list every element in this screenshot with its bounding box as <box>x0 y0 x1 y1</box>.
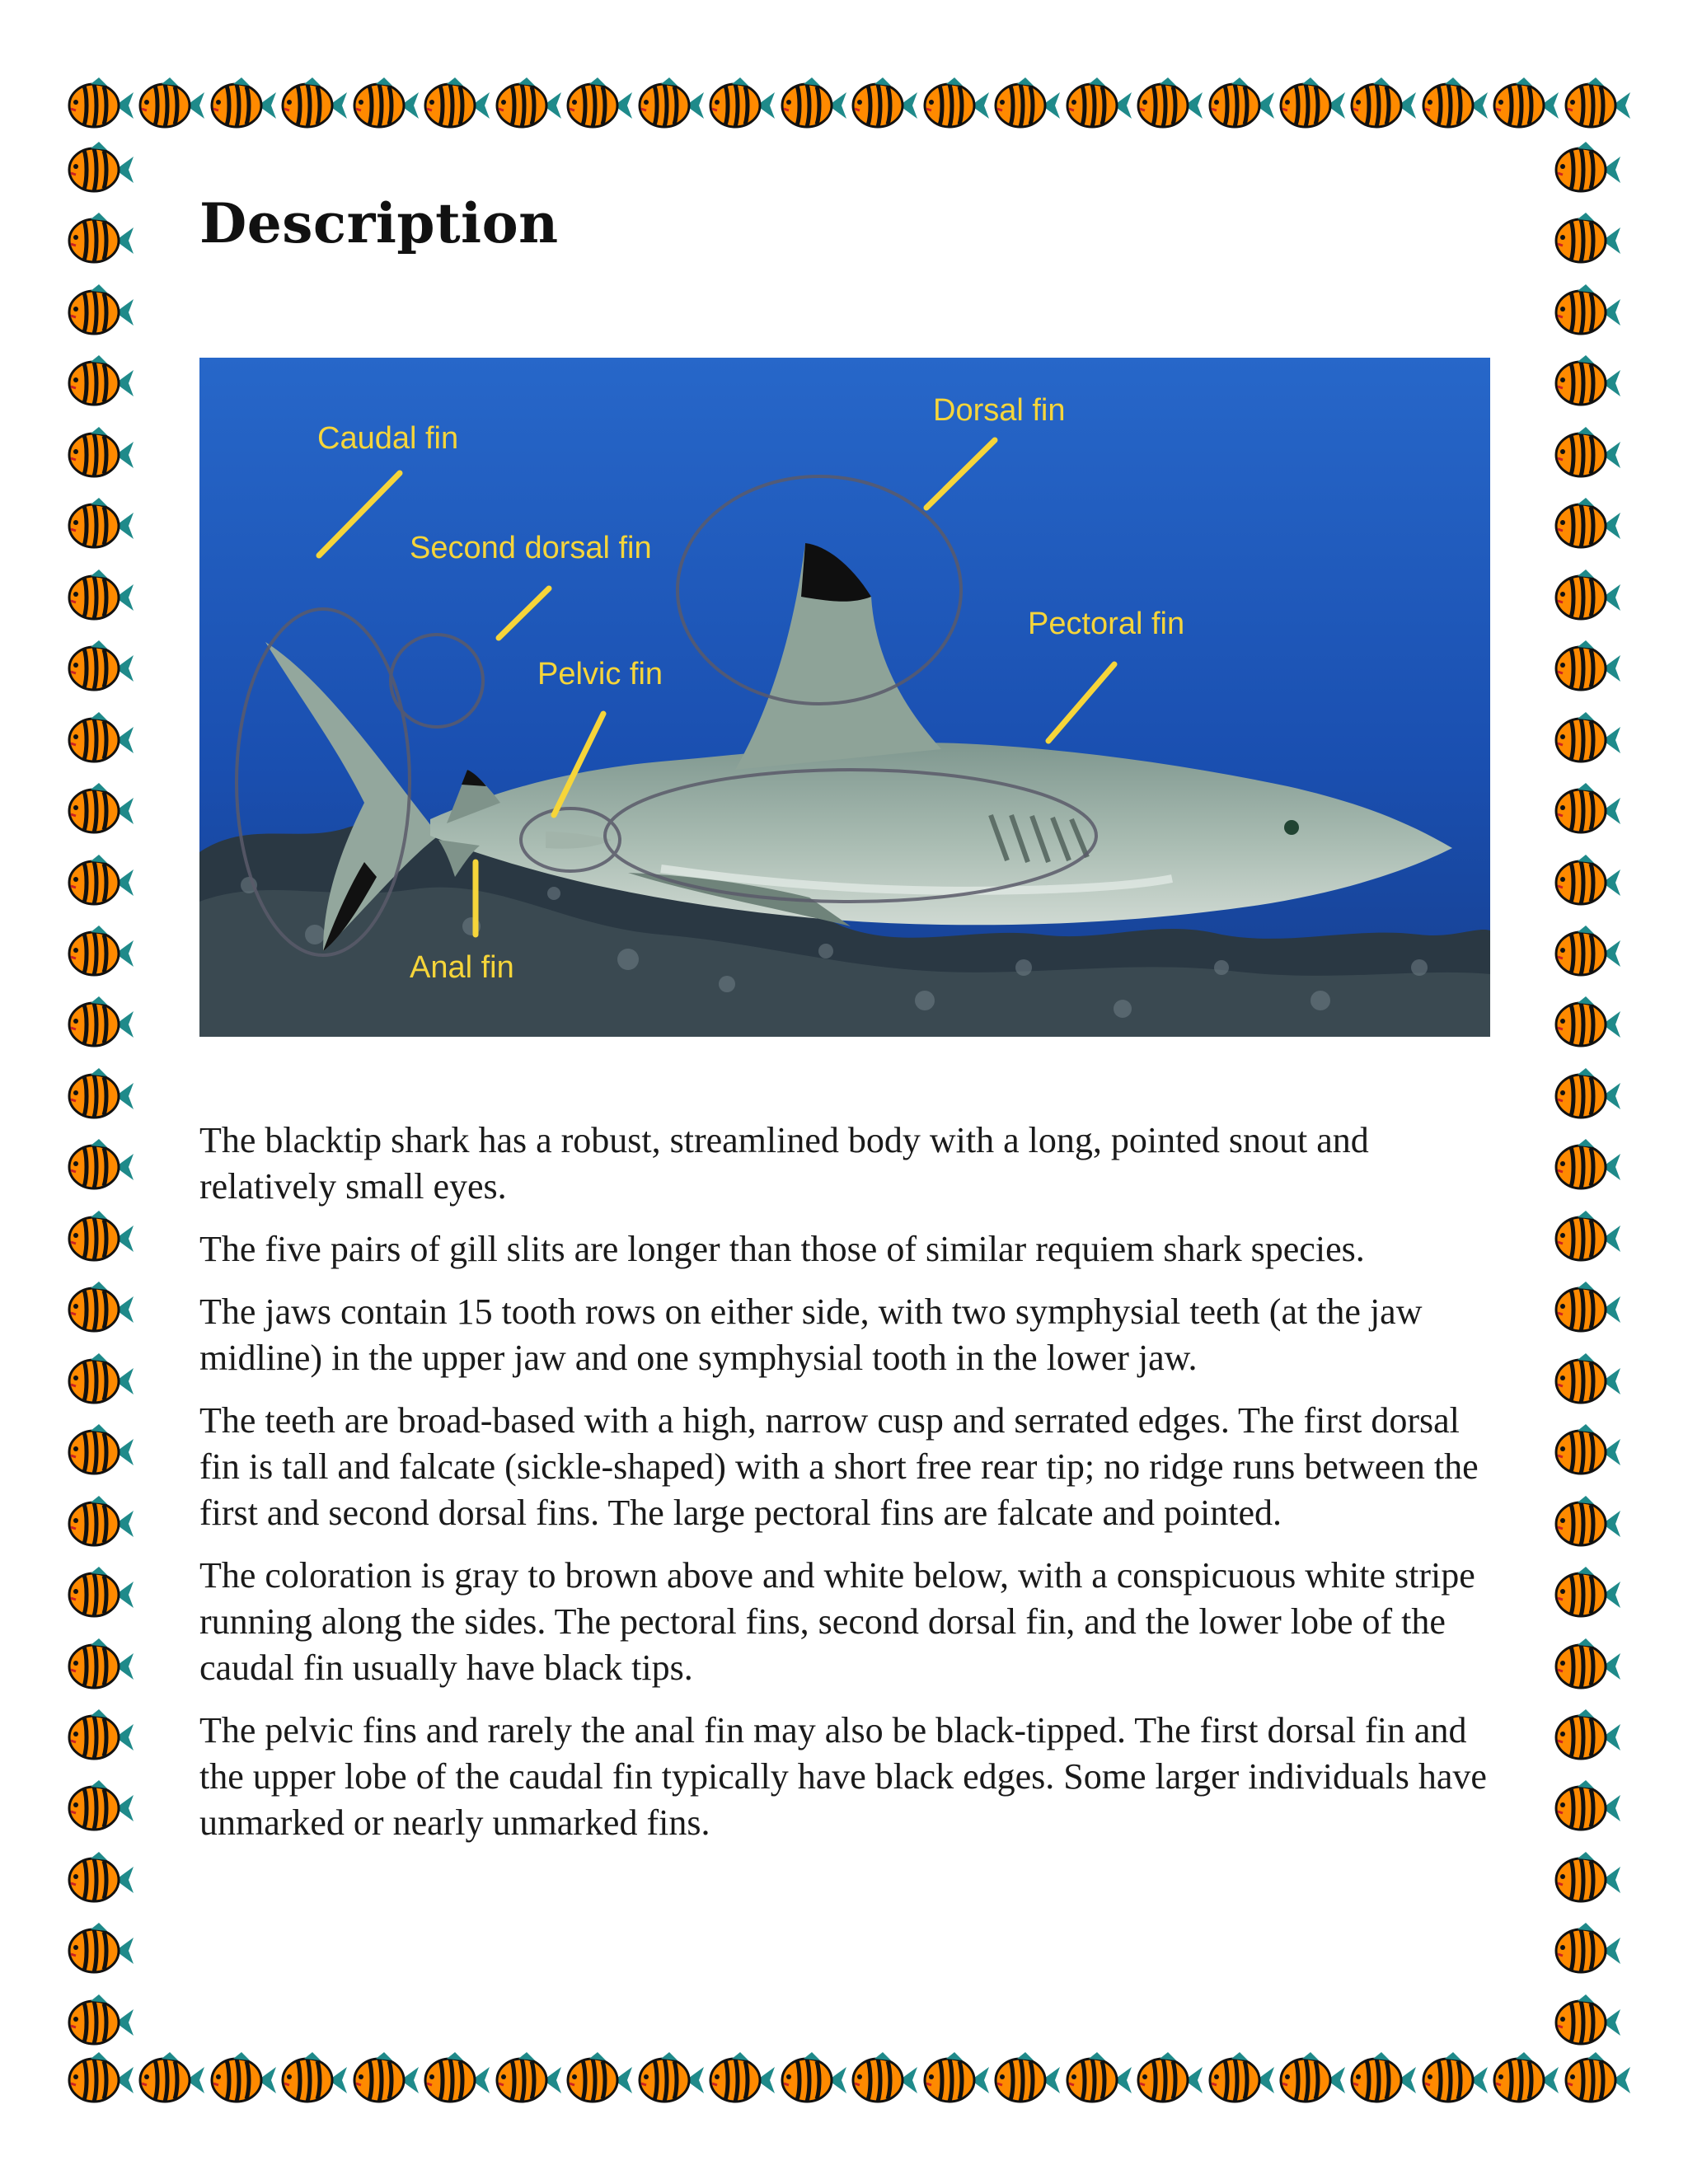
border-right <box>1553 140 1622 2052</box>
tropical-fish-icon <box>1553 425 1622 485</box>
tropical-fish-icon <box>66 924 135 983</box>
tropical-fish-icon <box>1553 853 1622 912</box>
paragraph: The blacktip shark has a robust, streamlined body with a long, pointed snout and relatively small eyes. <box>199 1120 1369 1207</box>
tropical-fish-icon <box>1553 1494 1622 1554</box>
tropical-fish-icon <box>992 2050 1062 2110</box>
tropical-fish-icon <box>1553 140 1622 199</box>
tropical-fish-icon <box>921 2050 991 2110</box>
tropical-fish-icon <box>1064 2050 1133 2110</box>
paragraph: The pelvic fins and rarely the anal fin may also be black-tipped. The first dorsal fin and the upper lobe of the caudal fin typically have black edges. Some larger individuals have unmarked or nearly unmarked fins. <box>199 1710 1487 1843</box>
tropical-fish-icon <box>1553 1137 1622 1197</box>
tropical-fish-icon <box>1553 1637 1622 1696</box>
tropical-fish-icon <box>850 2050 919 2110</box>
tropical-fish-icon <box>1348 76 1418 135</box>
tropical-fish-icon <box>779 2050 848 2110</box>
tropical-fish-icon <box>66 1779 135 1838</box>
tropical-fish-icon <box>1278 2050 1347 2110</box>
tropical-fish-icon <box>1491 76 1560 135</box>
tropical-fish-icon <box>1563 2050 1632 2110</box>
border-top <box>66 76 1632 145</box>
tropical-fish-icon <box>66 1850 135 1910</box>
shark-anatomy-figure <box>199 358 1490 1037</box>
label-pectoral-fin: Pectoral fin <box>1028 607 1185 641</box>
paragraph: The jaws contain 15 tooth rows on either side, with two symphysial teeth (at the jaw midline) in the upper jaw and one symphysial tooth in the lower jaw. <box>199 1291 1423 1378</box>
label-second-dorsal-fin: Second dorsal fin <box>410 531 652 565</box>
tropical-fish-icon <box>66 496 135 555</box>
tropical-fish-icon <box>209 76 278 135</box>
tropical-fish-icon <box>1064 76 1133 135</box>
tropical-fish-icon <box>1553 1422 1622 1482</box>
tropical-fish-icon <box>351 2050 420 2110</box>
border-bottom <box>66 2050 1632 2120</box>
tropical-fish-icon <box>565 2050 634 2110</box>
tropical-fish-icon <box>1553 1352 1622 1411</box>
tropical-fish-icon <box>921 76 991 135</box>
tropical-fish-icon <box>66 1422 135 1482</box>
tropical-fish-icon <box>1553 995 1622 1054</box>
tropical-fish-icon <box>66 140 135 199</box>
tropical-fish-icon <box>636 2050 706 2110</box>
tropical-fish-icon <box>66 1280 135 1339</box>
tropical-fish-icon <box>1135 2050 1204 2110</box>
shark-eye <box>1284 820 1299 835</box>
tropical-fish-icon <box>707 76 776 135</box>
border-left <box>66 140 135 2052</box>
tropical-fish-icon <box>1553 1209 1622 1268</box>
tropical-fish-icon <box>1278 76 1347 135</box>
tropical-fish-icon <box>494 2050 563 2110</box>
tropical-fish-icon <box>1207 76 1276 135</box>
tropical-fish-icon <box>1553 568 1622 627</box>
tropical-fish-icon <box>1553 354 1622 413</box>
tropical-fish-icon <box>494 76 563 135</box>
tropical-fish-icon <box>1553 1921 1622 1980</box>
tropical-fish-icon <box>1553 639 1622 698</box>
tropical-fish-icon <box>1135 76 1204 135</box>
tropical-fish-icon <box>850 76 919 135</box>
tropical-fish-icon <box>66 639 135 698</box>
tropical-fish-icon <box>1553 924 1622 983</box>
tropical-fish-icon <box>137 76 206 135</box>
tropical-fish-icon <box>1553 781 1622 841</box>
tropical-fish-icon <box>66 76 135 135</box>
tropical-fish-icon <box>1491 2050 1560 2110</box>
tropical-fish-icon <box>1207 2050 1276 2110</box>
tropical-fish-icon <box>66 1993 135 2052</box>
tropical-fish-icon <box>66 1921 135 1980</box>
tropical-fish-icon <box>66 1352 135 1411</box>
tropical-fish-icon <box>66 1137 135 1197</box>
tropical-fish-icon <box>636 76 706 135</box>
tropical-fish-icon <box>66 354 135 413</box>
tropical-fish-icon <box>66 425 135 485</box>
tropical-fish-icon <box>1563 76 1632 135</box>
tropical-fish-icon <box>1420 76 1489 135</box>
label-dorsal-fin: Dorsal fin <box>933 393 1066 428</box>
tropical-fish-icon <box>1553 1993 1622 2052</box>
tropical-fish-icon <box>66 995 135 1054</box>
tropical-fish-icon <box>1553 1708 1622 1767</box>
paragraph: The five pairs of gill slits are longer than those of similar requiem shark species. <box>199 1229 1365 1269</box>
paragraph: The teeth are broad-based with a high, narrow cusp and serrated edges. The first dorsal fin is tall and falcate (sickle-shaped) with a short free rear tip; no ridge runs between the first and second dorsal fins. The large pectoral fins are falcate and pointed. <box>199 1400 1479 1533</box>
tropical-fish-icon <box>66 2050 135 2110</box>
tropical-fish-icon <box>1553 1850 1622 1910</box>
tropical-fish-icon <box>1553 283 1622 342</box>
tropical-fish-icon <box>66 211 135 270</box>
tropical-fish-icon <box>66 1708 135 1767</box>
tropical-fish-icon <box>209 2050 278 2110</box>
tropical-fish-icon <box>66 1209 135 1268</box>
tropical-fish-icon <box>707 2050 776 2110</box>
tropical-fish-icon <box>1553 496 1622 555</box>
tropical-fish-icon <box>992 76 1062 135</box>
tropical-fish-icon <box>565 76 634 135</box>
page-title: Description <box>199 191 559 255</box>
tropical-fish-icon <box>351 76 420 135</box>
label-anal-fin: Anal fin <box>410 950 514 985</box>
tropical-fish-icon <box>1553 1066 1622 1126</box>
tropical-fish-icon <box>66 781 135 841</box>
tropical-fish-icon <box>1553 1565 1622 1624</box>
tropical-fish-icon <box>66 710 135 770</box>
description-text <box>199 1118 1490 1863</box>
tropical-fish-icon <box>1553 211 1622 270</box>
tropical-fish-icon <box>1553 1779 1622 1838</box>
label-pelvic-fin: Pelvic fin <box>537 657 663 691</box>
tropical-fish-icon <box>779 76 848 135</box>
tropical-fish-icon <box>66 568 135 627</box>
tropical-fish-icon <box>66 1637 135 1696</box>
tropical-fish-icon <box>422 2050 491 2110</box>
tropical-fish-icon <box>1553 710 1622 770</box>
tropical-fish-icon <box>1420 2050 1489 2110</box>
tropical-fish-icon <box>66 853 135 912</box>
tropical-fish-icon <box>66 283 135 342</box>
tropical-fish-icon <box>1553 1280 1622 1339</box>
tropical-fish-icon <box>66 1066 135 1126</box>
tropical-fish-icon <box>1348 2050 1418 2110</box>
paragraph: The coloration is gray to brown above and white below, with a conspicuous white stripe running along the sides. The pectoral fins, second dorsal fin, and the lower lobe of the caudal fin usually have black tips. <box>199 1555 1475 1688</box>
tropical-fish-icon <box>279 76 349 135</box>
label-caudal-fin: Caudal fin <box>317 421 459 456</box>
tropical-fish-icon <box>137 2050 206 2110</box>
tropical-fish-icon <box>66 1494 135 1554</box>
tropical-fish-icon <box>422 76 491 135</box>
tropical-fish-icon <box>66 1565 135 1624</box>
tropical-fish-icon <box>279 2050 349 2110</box>
